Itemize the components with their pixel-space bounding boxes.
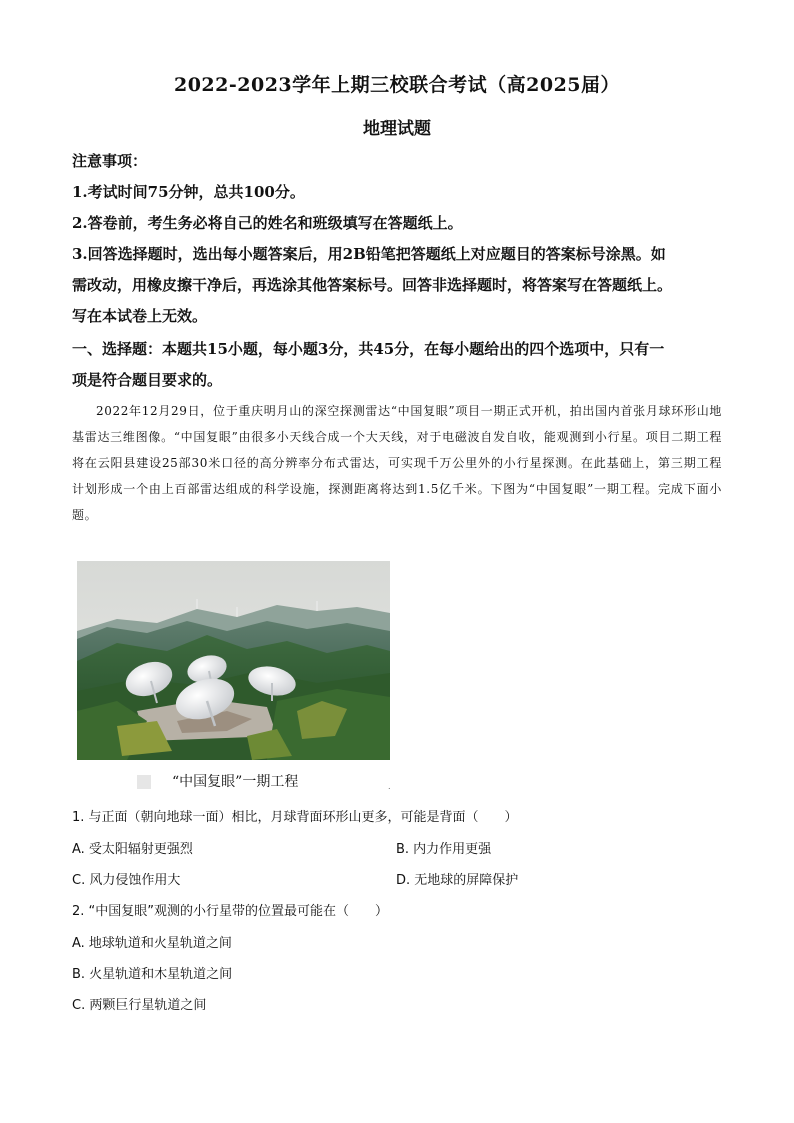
exam-subject: 地理试题	[363, 119, 431, 139]
question-1-option-c: C. 风力侵蚀作用大	[72, 873, 181, 888]
question-1-stem: 1. 与正面（朝向地球一面）相比，月球背面环形山更多，可能是背面（ ）	[72, 810, 518, 825]
radar-array-photo	[77, 561, 390, 760]
exam-title: 2022-2023学年上期三校联合考试（高2025届）	[173, 74, 621, 96]
notice-item-2: 2.答卷前，考生务必将自己的姓名和班级填写在答题纸上。	[72, 214, 463, 232]
question-1-option-a: A. 受太阳辐射更强烈	[72, 842, 193, 857]
question-2-stem: 2. “中国复眼”观测的小行星带的位置最可能在（ ）	[72, 904, 389, 919]
reading-passage	[72, 398, 722, 528]
section-heading-line-1: 一、选择题：本题共15小题，每小题3分，共45分，在每小题给出的四个选项中，只有一	[72, 340, 665, 358]
notice-heading: 注意事项：	[72, 152, 148, 170]
question-1-option-b: B. 内力作用更强	[396, 842, 492, 857]
question-2-option-b: B. 火星轨道和木星轨道之间	[72, 967, 233, 982]
notice-item-3-line-2: 需改动，用橡皮擦干净后，再选涂其他答案标号。回答非选择题时，将答案写在答题纸上。	[72, 276, 673, 294]
notice-item-3-line-1: 3.回答选择题时，选出每小题答案后，用2B铅笔把答题纸上对应题目的答案标号涂黑。如	[72, 245, 666, 263]
caption-marker	[137, 775, 151, 789]
section-heading-line-2: 项是符合题目要求的。	[72, 371, 223, 389]
notice-item-3-line-3: 写在本试卷上无效。	[72, 307, 208, 325]
notice-item-1: 1.考试时间75分钟，总共100分。	[72, 183, 305, 201]
question-2-option-a: A. 地球轨道和火星轨道之间	[72, 936, 232, 951]
question-1-option-d: D. 无地球的屏障保护	[396, 873, 519, 888]
caption-trailing-mark: .	[388, 782, 391, 791]
question-2-option-c: C. 两颗巨行星轨道之间	[72, 998, 207, 1013]
figure-caption: “中国复眼”一期工程	[172, 774, 299, 790]
passage-text: 2022年12月29日，位于重庆明月山的深空探测雷达“中国复眼”项目一期正式开机，拍出国内首张月球环形山地基雷达三维图像。“中国复眼”由很多小天线合成一个大天线，对于电磁波自发自收，能观测到小行星。项目二期工程将在云阳县建设25部30米口径的高分辨率分布式雷达，可实现千万公里外的小行星探测。在此基础上，第三期工程计划形成一个由上百部雷达组成的科学设施，探测距离将达到1.5亿千米。下图为“中国复眼”一期工程。完成下面小题。	[72, 404, 722, 522]
